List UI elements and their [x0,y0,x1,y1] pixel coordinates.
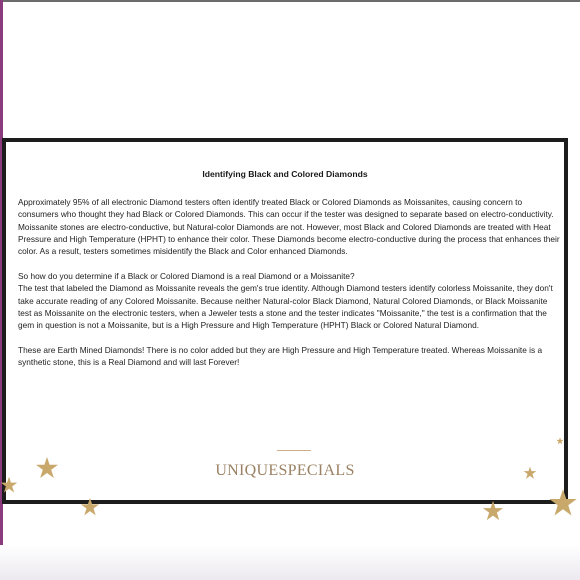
document-title: Identifying Black and Colored Diamonds [202,169,368,179]
star-icon [80,497,100,517]
document-body [18,196,560,381]
bottom-background [0,545,580,580]
document-card [2,138,568,504]
star-icon [482,500,504,522]
brand-divider [277,450,311,451]
paragraph-intro: Approximately 95% of all electronic Diamond testers often identify treated Black or Colored Diamonds as Moissanites, causing concern to consumers who thought they had Black or Colored Diamonds. This can occur if the tester was designed to separate based on electro-conductivity. Moissanite stones are electro-conductive, but Natural-color Diamonds are not. However, most Black and Colored Diamonds are treated with Heat Pressure and High Temperature (HPHT) to enhance their color. These Diamonds become electro-conductive during the process that enhances their color. As a result, testers sometimes misidentify the Black and Color enhanced Diamonds. [18,197,560,257]
star-icon [523,466,537,480]
top-edge [0,0,580,2]
star-icon [556,437,564,445]
star-icon [548,488,578,518]
star-icon [0,476,18,494]
paragraph-conclusion: These are Earth Mined Diamonds! There is no color added but they are High Pressure and High Temperature treated. Whereas Moissanite is a synthetic stone, this is a Real Diamond and will last Forever! [18,344,543,368]
paragraph-question: So how do you determine if a Black or Colored Diamond is a real Diamond or a Moissanite? [18,270,355,281]
paragraph-answer: The test that labeled the Diamond as Moissanite reveals the gem's true identity. Although Diamond testers identify colorless Moissanite, they don't take accurate reading of any Colored Moissanite. Because neither Natural-color Black Diamond, Natural Colored Diamonds, or Black Moissanite test as Moissanite on the electronic testers, when a Jeweler tests a stone and the tester indicates "Moissanite," the test is a confirmation that the gem in question is not a Moissanite, but is a High Pressure and High Temperature (HPHT) Black or Colored Natural Diamond. [18,283,553,331]
star-icon [35,456,59,480]
brand-name: UNIQUESPECIALS [215,462,355,479]
